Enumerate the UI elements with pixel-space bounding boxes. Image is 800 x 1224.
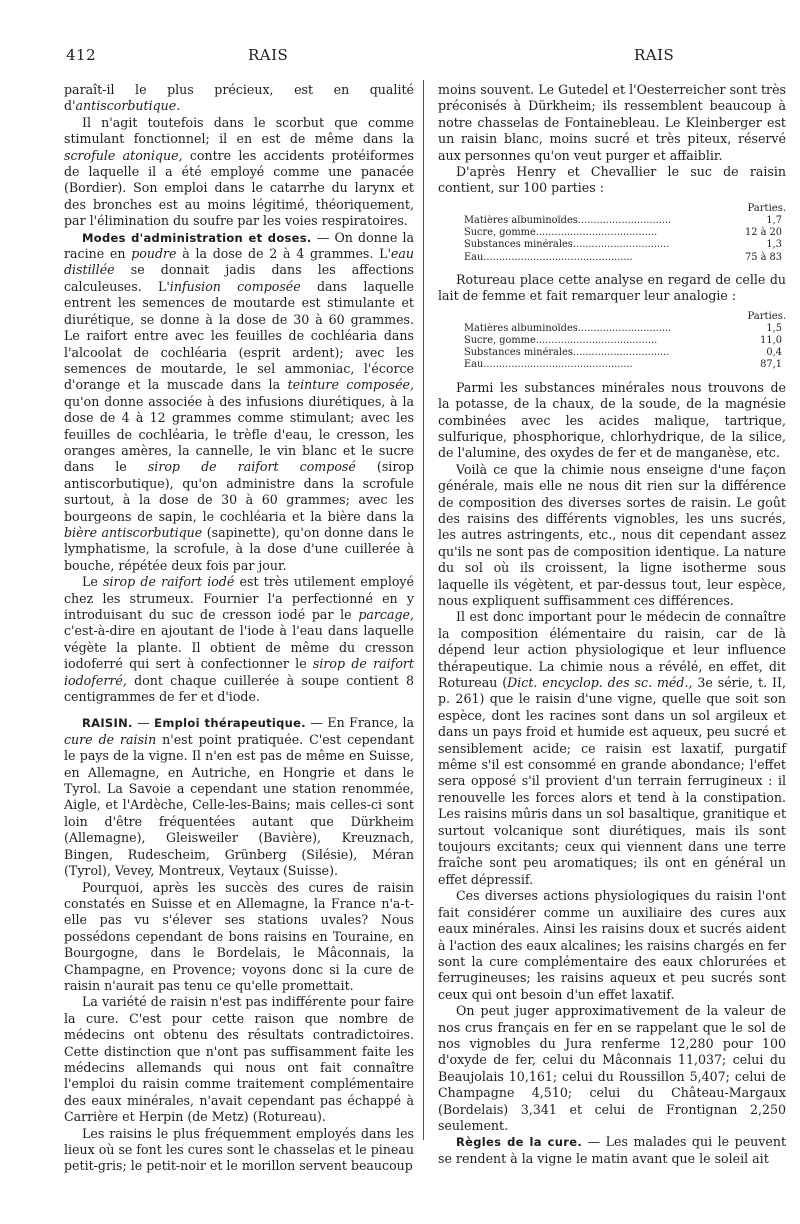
- paragraph-modes-administration: Modes d'administration et doses. — On donne la racine en poudre à la dose de 2 à 4 grammes. L'eau distillée se donnait jadis dans les affections calculeuses. L'infusion composée dans laquelle entrent les semences de moutarde est stimulante et diurétique, se donne à la dose de 30 à 60 grammes. Le raifort entre avec les feuilles de cochléaria dans l'alcoolat de cochléaria (esprit ardent); avec les semences de moutarde, le sel ammoniac, l'écorce d'orange et la muscade dans la teinture composée, qu'on donne associée à des infusions diurétiques, à la dose de 4 à 12 grammes comme stimulant; avec les feuilles de cochléaria, le trèfle d'eau, le cresson, les oranges amères, la cannelle, le vin blanc et le sucre dans le sirop de raifort composé (sirop antiscorbutique), qu'on administre dans la scrofule surtout, à la dose de 30 à 60 grammes; avec les bourgeons de sapin, le cochléaria et la bière dans la bière antiscorbutique (sapinette), qu'on donne dans le lymphatisme, la scrofule, à la dose d'une cuillerée à bouche, répétée deux fois par jour.: [64, 229, 415, 573]
- paragraph: La variété de raisin n'est pas indifférente pour faire la cure. C'est pour cette raison que nombre de médecins ont obtenu des résultats contradictoires. Cette distinction que n'ont pas suffisamment faite les médecins allemands qui nous ont fait connaître l'emploi du raisin comme traitement complémentaire des eaux minérales, n'avait cependant pas échappé à Carrière et Herpin (de Metz) (Rotureau).: [64, 994, 414, 1125]
- paragraph: Parmi les substances minérales nous trouvons de la potasse, de la chaux, de la soude, de la magnésie combinées avec les acides malique, tartrique, sulfurique, phosphorique, chlorhydrique, de la silice, de l'alumine, des oxydes de fer et de manganèse, etc.: [438, 379, 786, 461]
- paragraph: Rotureau place cette analyse en regard de celle du lait de femme et fait remarquer leur analogie :: [438, 271, 786, 304]
- section-heading: Modes d'administration et doses.: [82, 230, 312, 245]
- paragraph: Voilà ce que la chimie nous enseigne d'une façon générale, mais elle ne nous dit rien sur la différence de composition des diverses sortes de raisin. Le goût des raisins des différents vignobles, les uns sucrés, les autres astringents, etc., nous dit cependant assez qu'ils ne sont pas de composition identique. La nature du sol où ils croissent, la ligne isotherme sous laquelle ils végètent, et par-dessus tout, leur espèce, nous expliquent suffisamment ces différences.: [438, 461, 786, 608]
- running-head-left: RAIS: [248, 46, 289, 64]
- composition-table-lait-femme: [438, 311, 786, 372]
- table-row: Matières albuminoïdes.............................. 1,7: [464, 215, 782, 227]
- paragraph: paraît-il le plus précieux, est en qualité d'antiscorbutique.: [64, 82, 414, 114]
- table-row: Sucre, gomme....................................... 12 à 20: [464, 227, 782, 239]
- table-row: Eau................................................ 87,1: [464, 359, 782, 371]
- table-row: Substances minérales............................... 1,3: [464, 239, 782, 251]
- table-header: Parties.: [747, 202, 786, 214]
- paragraph: Les raisins le plus fréquemment employés dans les lieux où se font les cures sont le chasselas et le pineau petit-gris; le petit-noir et le morillon servent beaucoup: [64, 1125, 414, 1174]
- paragraph: Il est donc important pour le médecin de connaître la composition élémentaire du raisin, car de là dépend leur action physiologique et leur influence thérapeutique. La chimie nous a révélé, en effet, dit Rotureau (Dict. encyclop. des sc. méd., 3e série, t. II, p. 261) que le raisin d'une vigne, quelle que soit son espèce, dont les racines sont dans un sol argileux et dans un pays froid et humide est aqueux, peu sucré et sensiblement acide; ce raisin est laxatif, purgatif même s'il est consommé en grande abondance; l'effet sera opposé s'il provient d'un terrain ferrugineux : il renouvelle les forces alors et tend à la constipation. Les raisins mûris dans un sol basaltique, granitique et surtout volcanique sont diurétiques, mais ils sont toujours excitants; ceux qui viennent dans une terre fraîche sont peu aromatiques; ils ont en général un effet dépressif.: [438, 609, 786, 887]
- section-heading: Emploi thérapeutique.: [154, 716, 306, 731]
- page-number: 412: [66, 46, 97, 64]
- composition-table-henry-chevallier: [438, 203, 786, 264]
- paragraph: D'après Henry et Chevallier le suc de raisin contient, sur 100 parties :: [438, 164, 786, 196]
- paragraph: On peut juger approximativement de la valeur de nos crus français en fer en se rappelant que le sol de nos vignobles du Jura renferme 12,280 pour 100 d'oxyde de fer, celui du Mâconnais 11,037; celui du Beaujolais 10,161; celui du Roussillon 5,407; celui de Champagne 4,510; celui du Château-Margaux (Bordelais) 3,341 et celui de Frontignan 2,250 seulement.: [438, 1003, 786, 1133]
- paragraph: Ces diverses actions physiologiques du raisin l'ont fait considérer comme un auxiliaire des cures aux eaux minérales. Ainsi les raisins doux et sucrés aident à l'action des eaux alcalines; les raisins chargés en fer sont la cure complémentaire des eaux chlorurées et ferrugineuses; les raisins aqueux et peu sucrés sont ceux qui ont besoin d'un effet laxatif.: [438, 888, 786, 1002]
- section-heading: Règles de la cure.: [456, 1135, 583, 1150]
- table-row: Sucre, gomme....................................... 11,0: [464, 335, 782, 347]
- paragraph: Le sirop de raifort iodé est très utilement employé chez les strumeux. Fournier l'a perfectionné en y introduisant du suc de cresson iodé par le parcage, c'est-à-dire en ajoutant de l'iode à l'eau dans laquelle végète la plante. Il obtient de même du cresson iodoferré qui sert à confectionner le sirop de raifort iodoferré, dont chaque cuillerée à soupe contient 8 centigrammes de fer et d'iode.: [64, 574, 415, 705]
- paragraph-raisin: RAISIN. — Emploi thérapeutique. — En France, la cure de raisin n'est point pratiquée. C'est cependant le pays de la vigne. Il n'en est pas de même en Suisse, en Allemagne, en Autriche, en Hongrie et dans le Tyrol. La Savoie a cependant une station renommée, Aigle, et l'Ardèche, Celle-les-Bains; mais celles-ci sont loin d'être fréquentées autant que Dürkheim (Allemagne), Gleisweiler (Bavière), Kreuznach, Bingen, Rudescheim, Grünberg (Silésie), Méran (Tyrol), Vevey, Montreux, Veytaux (Suisse).: [64, 715, 414, 879]
- left-column: [64, 82, 414, 1175]
- paragraph: Pourquoi, après les succès des cures de raisin constatés en Suisse et en Allemagne, la France n'a-t-elle pas vu s'élever ses stations uvales? Nous possédons cependant de bons raisins en Touraine, en Bourgogne, dans le Bordelais, le Mâconnais, la Champagne, en Provence; voyons donc si la cure de raisin n'aurait pas tenu ce qu'elle promettait.: [64, 879, 414, 993]
- paragraph-regles-cure: Règles de la cure. — Les malades qui le peuvent se rendent à la vigne le matin avant que le soleil ait: [438, 1134, 787, 1166]
- running-head-right: RAIS: [634, 46, 675, 64]
- entry-heading: RAISIN.: [82, 716, 133, 731]
- table-row: Matières albuminoïdes.............................. 1,5: [464, 322, 782, 334]
- paragraph: Il n'agit toutefois dans le scorbut que comme stimulant fonctionnel; il en est de même dans la scrofule atonique, contre les accidents protéiformes de laquelle il a été employé comme une panacée (Bordier). Son emploi dans le catarrhe du larynx et des bronches est au moins légitimé, théoriquement, par l'élimination du soufre par les voies respiratoires.: [64, 114, 414, 229]
- table-row: Substances minérales............................... 0,4: [464, 347, 782, 359]
- table-row: Eau................................................ 75 à 83: [464, 251, 782, 263]
- page-header: [66, 46, 800, 66]
- paragraph: moins souvent. Le Gutedel et l'Oesterreicher sont très préconisés à Dürkheim; ils ressemblent beaucoup à notre chasselas de Fontainebleau. Le Kleinberger est un raisin blanc, moins sucré et très piteux, réservé aux personnes qu'on veut purger et affaiblir.: [438, 82, 786, 163]
- column-divider: [423, 80, 424, 1140]
- right-column: [438, 82, 786, 1167]
- table-header: Parties.: [747, 310, 786, 322]
